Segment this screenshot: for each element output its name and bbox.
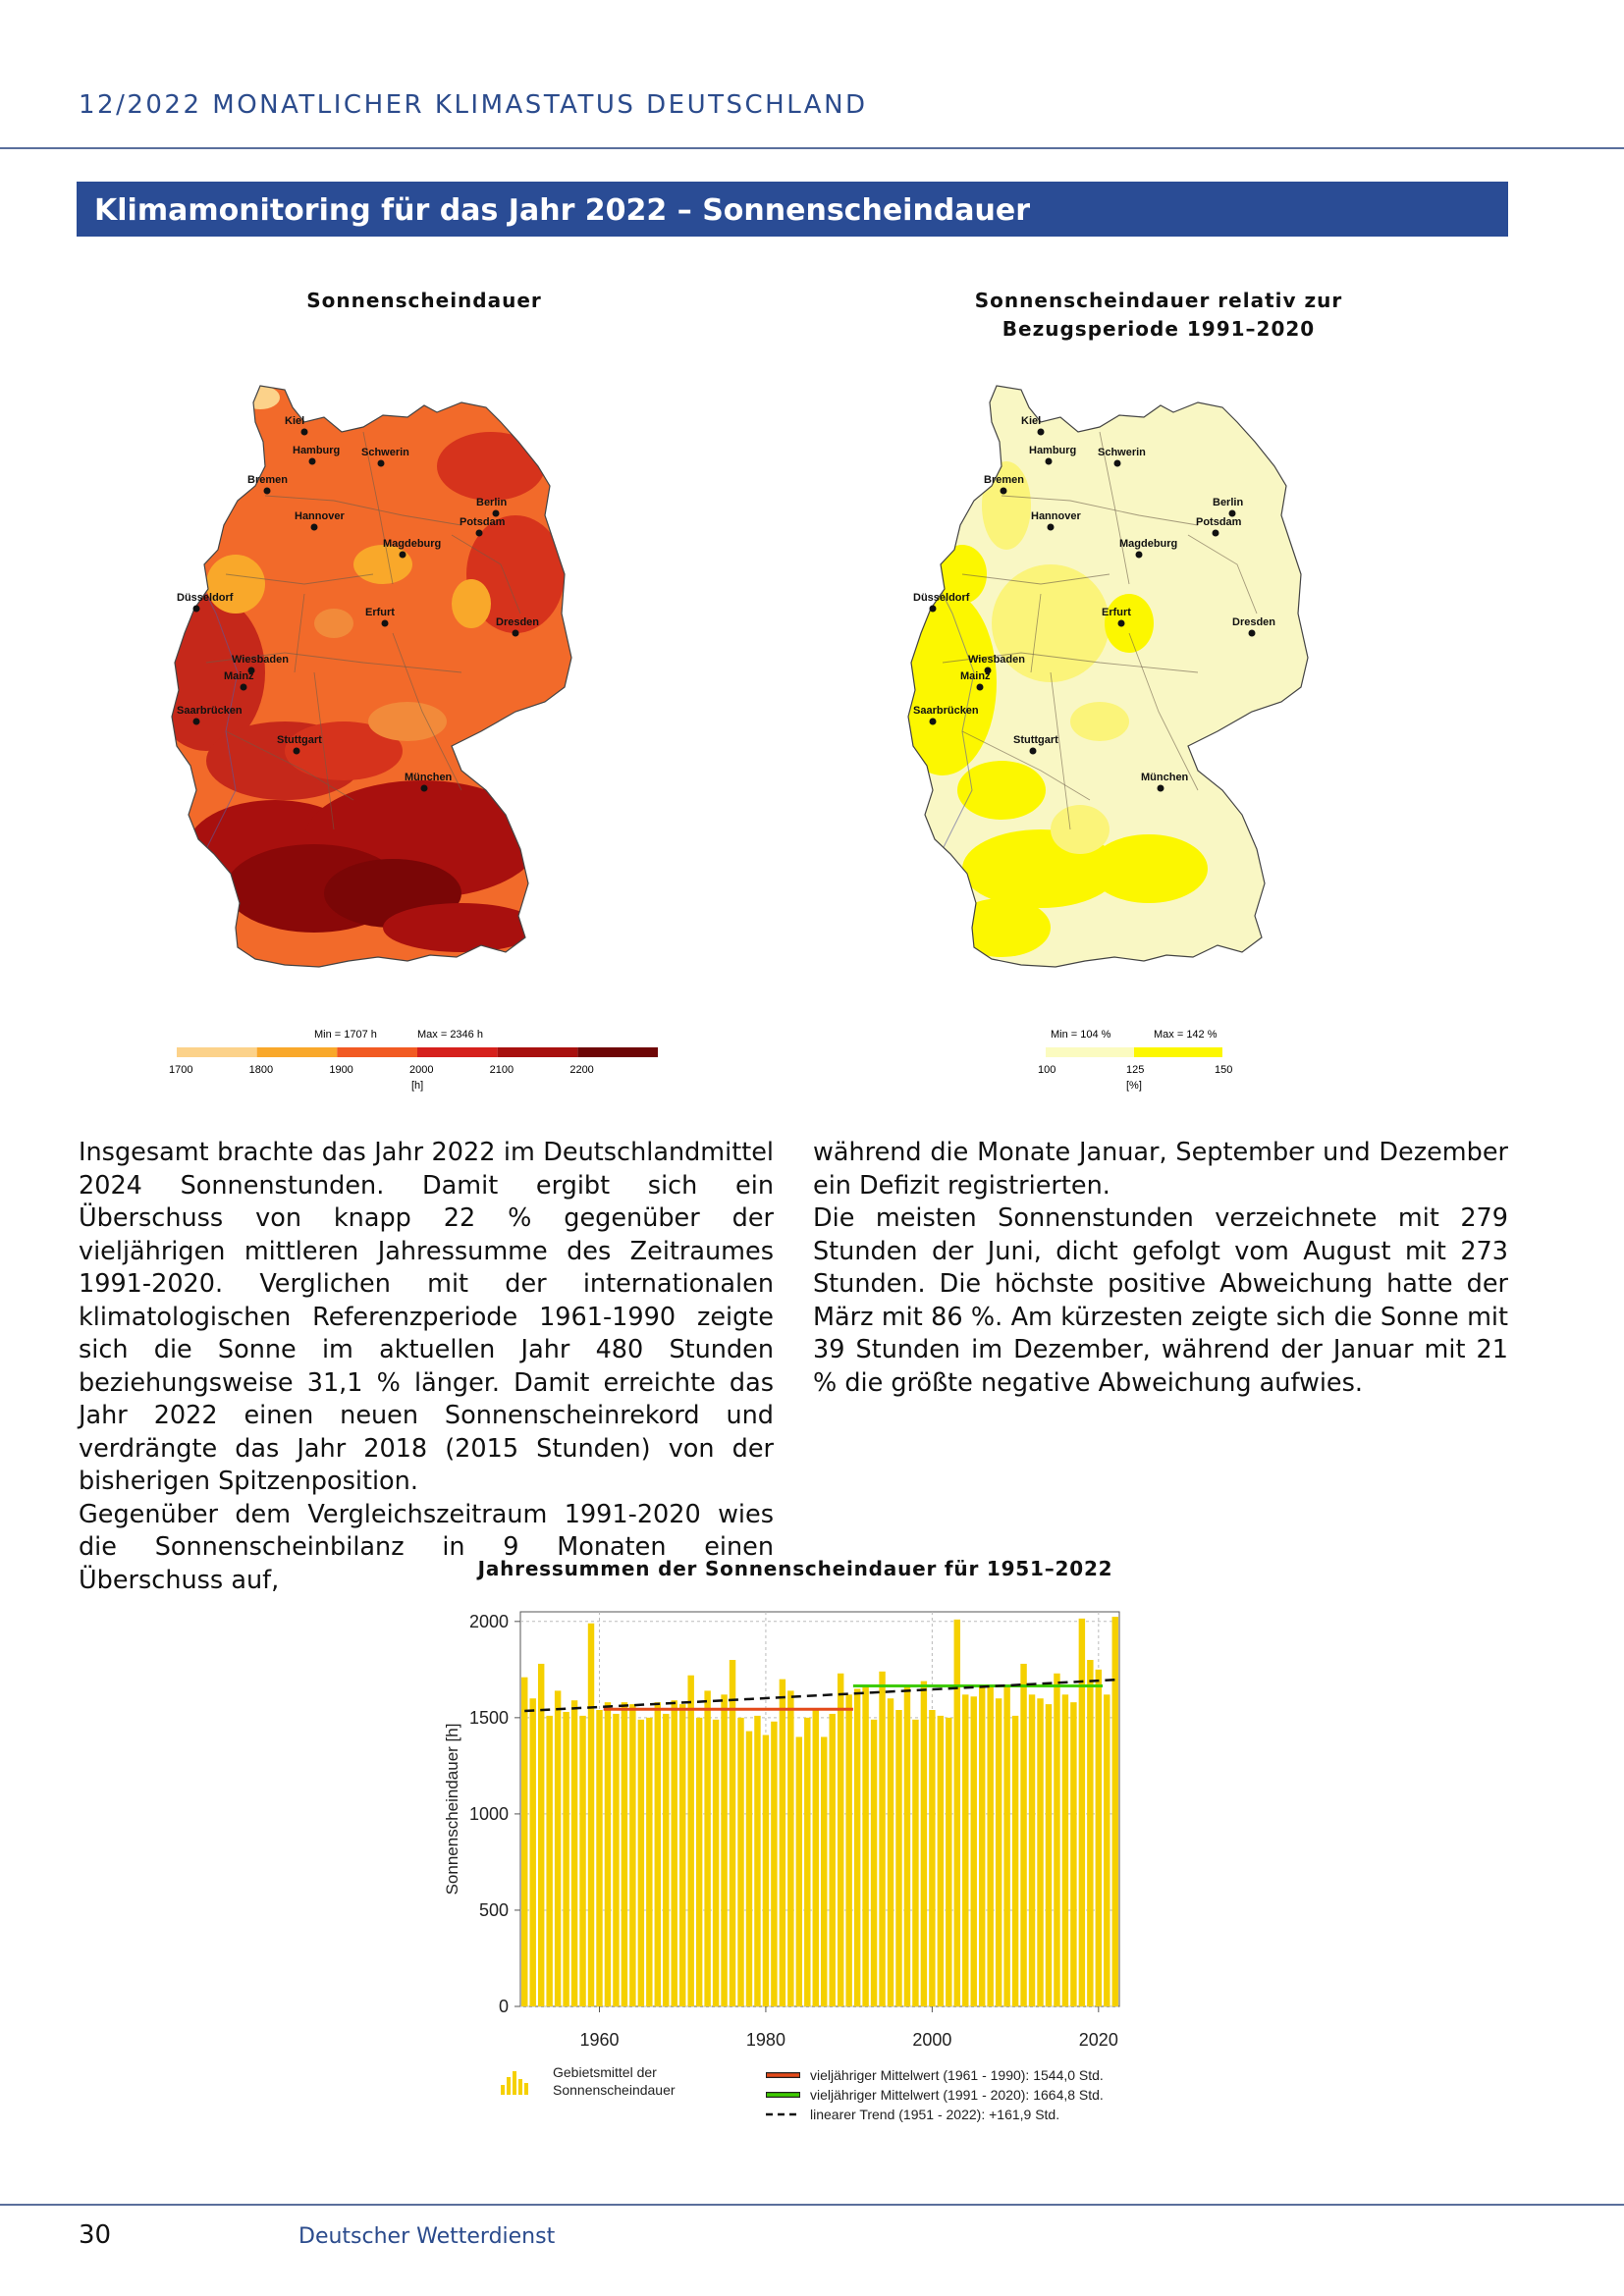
bar (1029, 1694, 1035, 2006)
x-tick-label: 1960 (579, 2030, 620, 2050)
bar (754, 1716, 760, 2006)
map-right-title-line1: Sonnenscheindauer relativ zur (974, 289, 1343, 312)
y-tick-label: 2000 (468, 1611, 509, 1631)
city-label: Bremen (247, 474, 288, 486)
legend-bar-icon (501, 2085, 505, 2095)
city-label: München (405, 772, 453, 783)
scale-tick-label: 1900 (329, 1064, 353, 1076)
bar (838, 1674, 843, 2006)
bar (613, 1714, 619, 2006)
bar (1037, 1698, 1043, 2006)
city-label: Dresden (496, 616, 540, 628)
map-region-shade (957, 761, 1046, 820)
bar (713, 1720, 719, 2006)
legend-bar-icon (524, 2083, 528, 2095)
bar (821, 1736, 827, 2006)
bar (746, 1732, 752, 2006)
bar (787, 1690, 793, 2006)
city-marker (294, 748, 300, 755)
bar (904, 1685, 910, 2006)
bar (1003, 1685, 1009, 2006)
bar (596, 1710, 602, 2006)
city-marker (1046, 458, 1053, 465)
legend-bar-icon (513, 2071, 516, 2095)
map-region-shade (314, 609, 353, 638)
y-tick-label: 0 (498, 1997, 509, 2016)
map-max-label: Max = 2346 h (417, 1029, 483, 1041)
city-marker (1048, 524, 1055, 531)
city-marker (1118, 620, 1125, 627)
city-label: Schwerin (1098, 447, 1146, 458)
bar (687, 1676, 693, 2006)
bar (679, 1704, 685, 2006)
city-label: Berlin (476, 497, 508, 508)
bar (646, 1718, 652, 2006)
scale-tick-label: 1700 (169, 1064, 193, 1076)
city-label: Wiesbaden (232, 654, 289, 666)
bar (1046, 1704, 1052, 2006)
city-marker (421, 785, 428, 792)
city-marker (1249, 630, 1256, 637)
city-label: Düsseldorf (913, 592, 970, 604)
scale-unit-label: [%] (1126, 1080, 1142, 1092)
map-region-shade (383, 903, 540, 952)
y-tick-label: 1000 (468, 1803, 509, 1824)
map-region-shade (206, 555, 265, 614)
bar (804, 1718, 810, 2006)
city-label: Mainz (960, 670, 991, 682)
city-label: Erfurt (365, 607, 395, 618)
city-marker (400, 552, 406, 559)
legend-label: vieljähriger Mittelwert (1991 - 2020): 1664,8 Std. (810, 2087, 1104, 2103)
city-marker (241, 684, 247, 691)
bar (529, 1698, 535, 2006)
map-fill-area (167, 378, 677, 987)
city-marker (1114, 460, 1121, 467)
map-region-shade (368, 702, 447, 741)
city-label: Potsdam (1196, 516, 1242, 528)
bar (979, 1685, 985, 2006)
header-title: 12/2022 MONATLICHER KLIMASTATUS DEUTSCHLAND (79, 90, 868, 120)
x-tick-label: 2000 (912, 2030, 952, 2050)
bar (829, 1714, 835, 2006)
bar (954, 1620, 960, 2006)
city-marker (1136, 552, 1143, 559)
bar (1112, 1617, 1118, 2006)
bar (672, 1700, 677, 2006)
bar (1012, 1716, 1018, 2006)
bar (730, 1660, 735, 2006)
bar (780, 1680, 785, 2006)
bar (921, 1682, 927, 2006)
bar (1070, 1702, 1076, 2006)
legend-bar-icon (518, 2079, 522, 2095)
city-label: Mainz (224, 670, 254, 682)
bar (605, 1702, 611, 2006)
map-region-shade (241, 386, 280, 409)
city-label: Magdeburg (1119, 538, 1178, 550)
bar (1079, 1619, 1085, 2006)
bar (971, 1696, 977, 2006)
legend-bar-icon (507, 2077, 511, 2095)
city-marker (930, 606, 937, 613)
text-column-left (79, 1137, 774, 1597)
map-left-sunshine-duration (167, 378, 677, 1104)
bar (879, 1672, 885, 2006)
city-marker (311, 524, 318, 531)
bar (571, 1700, 577, 2006)
y-axis-label: Sonnenscheindauer [h] (443, 1723, 461, 1896)
city-label: Hamburg (1029, 445, 1077, 456)
map-region-shade (1070, 702, 1129, 741)
city-marker (1001, 488, 1007, 495)
bar (946, 1718, 951, 2006)
bar (938, 1716, 944, 2006)
city-marker (301, 429, 308, 436)
city-marker (193, 719, 200, 725)
paragraph-4: Die meisten Sonnenstunden verzeichnete mit 279 Stunden der Juni, dicht gefolgt vom August mit 273 Stunden. Die höchste positive Abweichung hatte der März mit 86 %. Am kürzesten zeigte sich die Sonne mit 39 Stunden im Dezember, während der Januar mit 21 % die größte negative Abweichung aufwies. (813, 1203, 1508, 1398)
bar (763, 1735, 769, 2006)
city-marker (1213, 530, 1219, 537)
legend-bars-label: Gebietsmittel der (553, 2064, 657, 2080)
city-marker (378, 460, 385, 467)
bar (588, 1624, 594, 2006)
map-region-shade (952, 898, 1051, 957)
bar (1020, 1664, 1026, 2006)
bar (1104, 1694, 1110, 2006)
city-label: Düsseldorf (177, 592, 234, 604)
city-marker (930, 719, 937, 725)
header-divider (0, 147, 1624, 149)
scale-tick-label: 2200 (569, 1064, 594, 1076)
city-label: Kiel (285, 415, 305, 427)
bar (696, 1718, 702, 2006)
city-label: Magdeburg (383, 538, 442, 550)
bar (895, 1710, 901, 2006)
city-label: Hannover (295, 510, 345, 522)
city-marker (1030, 748, 1037, 755)
city-label: Schwerin (361, 447, 409, 458)
map-region-shade (1090, 834, 1208, 903)
bar (996, 1698, 1001, 2006)
bar (555, 1690, 561, 2006)
bar (813, 1708, 819, 2006)
paragraph-1: Insgesamt brachte das Jahr 2022 im Deutschlandmittel 2024 Sonnenstunden. Damit ergibt sich ein Überschuss von knapp 22 % gegenüber der vieljährigen mittleren Jahressumme des Zeitraumes 1991-2020. Verglichen mit der internationalen klimatologischen Referenzperiode 1961-1990 zeigte sich die Sonne im aktuellen Jahr 480 Stunden beziehungsweise 31,1 % länger. Damit erreichte das Jahr 2022 einen neuen Sonnenscheinrekord und verdrängte das Jahr 2018 (2015 Stunden) von der bisherigen Spitzenposition. (79, 1138, 774, 1496)
map-min-label: Min = 1707 h (314, 1029, 377, 1041)
city-marker (1158, 785, 1164, 792)
annual-sunshine-bar-chart (422, 1590, 1168, 2150)
city-label: Stuttgart (1013, 734, 1058, 746)
scale-tick-label: 2100 (489, 1064, 514, 1076)
paragraph-3: während die Monate Januar, September und Dezember ein Defizit registrierten. (813, 1138, 1508, 1201)
scale-tick-label: 100 (1038, 1064, 1056, 1076)
city-label: Saarbrücken (177, 705, 243, 717)
scale-color-segment (1134, 1047, 1222, 1057)
scale-color-segment (257, 1047, 338, 1057)
bar (1054, 1674, 1059, 2006)
y-tick-label: 1500 (468, 1707, 509, 1728)
map-fill-area (903, 378, 1414, 987)
bar (854, 1688, 860, 2006)
city-label: München (1141, 772, 1189, 783)
bar (962, 1694, 968, 2006)
x-tick-label: 2020 (1078, 2030, 1118, 2050)
bar (663, 1714, 669, 2006)
legend-label: linearer Trend (1951 - 2022): +161,9 Std. (810, 2107, 1060, 2122)
map-region-shade (452, 579, 491, 628)
bar (638, 1720, 644, 2006)
bar (845, 1694, 851, 2006)
bar (521, 1678, 527, 2006)
legend-bars-label: Sonnenscheindauer (553, 2082, 676, 2098)
city-label: Saarbrücken (913, 705, 979, 717)
city-marker (1038, 429, 1045, 436)
scale-color-segment (177, 1047, 257, 1057)
map-max-label: Max = 142 % (1154, 1029, 1218, 1041)
y-tick-label: 500 (478, 1899, 509, 1920)
scale-tick-label: 125 (1126, 1064, 1145, 1076)
bar (862, 1686, 868, 2006)
scale-color-segment (498, 1047, 578, 1057)
paragraph-2: Gegenüber dem Vergleichszeitraum 1991-2020 wies die Sonnenscheinbilanz in 9 Monaten einen Überschuss auf, (79, 1499, 774, 1595)
bar (737, 1718, 743, 2006)
bar (912, 1720, 918, 2006)
map-right-relative-sunshine (903, 378, 1414, 1104)
text-column-right (813, 1137, 1508, 1400)
city-marker (193, 606, 200, 613)
bar (622, 1702, 627, 2006)
x-tick-label: 1980 (745, 2030, 785, 2050)
map-right-title-line2: Bezugsperiode 1991–2020 (1001, 317, 1316, 341)
map-min-label: Min = 104 % (1051, 1029, 1111, 1041)
city-marker (309, 458, 316, 465)
city-marker (513, 630, 519, 637)
scale-color-segment (337, 1047, 417, 1057)
map-region-shade (1051, 805, 1110, 854)
bar (771, 1722, 777, 2006)
map-left-title: Sonnenscheindauer (306, 289, 542, 312)
scale-color-segment (577, 1047, 658, 1057)
bar (888, 1698, 893, 2006)
bar (629, 1704, 635, 2006)
city-label: Hannover (1031, 510, 1081, 522)
bar (871, 1720, 877, 2006)
chart-title: Jahressummen der Sonnenscheindauer für 1951–2022 (477, 1557, 1113, 1580)
city-label: Stuttgart (277, 734, 322, 746)
bar (1087, 1660, 1093, 2006)
city-marker (476, 530, 483, 537)
city-label: Wiesbaden (968, 654, 1025, 666)
city-label: Kiel (1021, 415, 1042, 427)
bar (721, 1694, 727, 2006)
bar (987, 1686, 993, 2006)
scale-tick-label: 2000 (409, 1064, 434, 1076)
bar (1096, 1670, 1102, 2006)
city-marker (382, 620, 389, 627)
map-right-title (913, 287, 1404, 344)
city-marker (264, 488, 271, 495)
bar (929, 1710, 935, 2006)
scale-tick-label: 1800 (248, 1064, 274, 1076)
bar (546, 1716, 552, 2006)
map-region-shade (1105, 594, 1154, 653)
bar (538, 1664, 544, 2006)
bar (655, 1702, 661, 2006)
scale-color-segment (1046, 1047, 1134, 1057)
bar (704, 1690, 710, 2006)
footer-organization: Deutscher Wetterdienst (298, 2224, 556, 2249)
map-region-shade (353, 545, 412, 584)
section-heading: Klimamonitoring für das Jahr 2022 – Sonnenscheindauer (94, 193, 1031, 228)
scale-tick-label: 150 (1215, 1064, 1233, 1076)
city-label: Potsdam (460, 516, 506, 528)
scale-color-segment (417, 1047, 498, 1057)
city-label: Dresden (1232, 616, 1276, 628)
scale-unit-label: [h] (411, 1080, 424, 1092)
map-region-shade (437, 432, 545, 501)
bar (563, 1712, 568, 2006)
footer-divider (0, 2204, 1624, 2206)
bar (796, 1736, 802, 2006)
city-label: Erfurt (1102, 607, 1131, 618)
city-label: Hamburg (293, 445, 341, 456)
city-label: Berlin (1213, 497, 1244, 508)
city-label: Bremen (984, 474, 1024, 486)
page-number: 30 (79, 2220, 112, 2250)
bar (579, 1716, 585, 2006)
bar (1062, 1694, 1068, 2006)
section-heading-bar (77, 182, 1508, 237)
legend-label: vieljähriger Mittelwert (1961 - 1990): 1544,0 Std. (810, 2067, 1104, 2083)
city-marker (977, 684, 984, 691)
